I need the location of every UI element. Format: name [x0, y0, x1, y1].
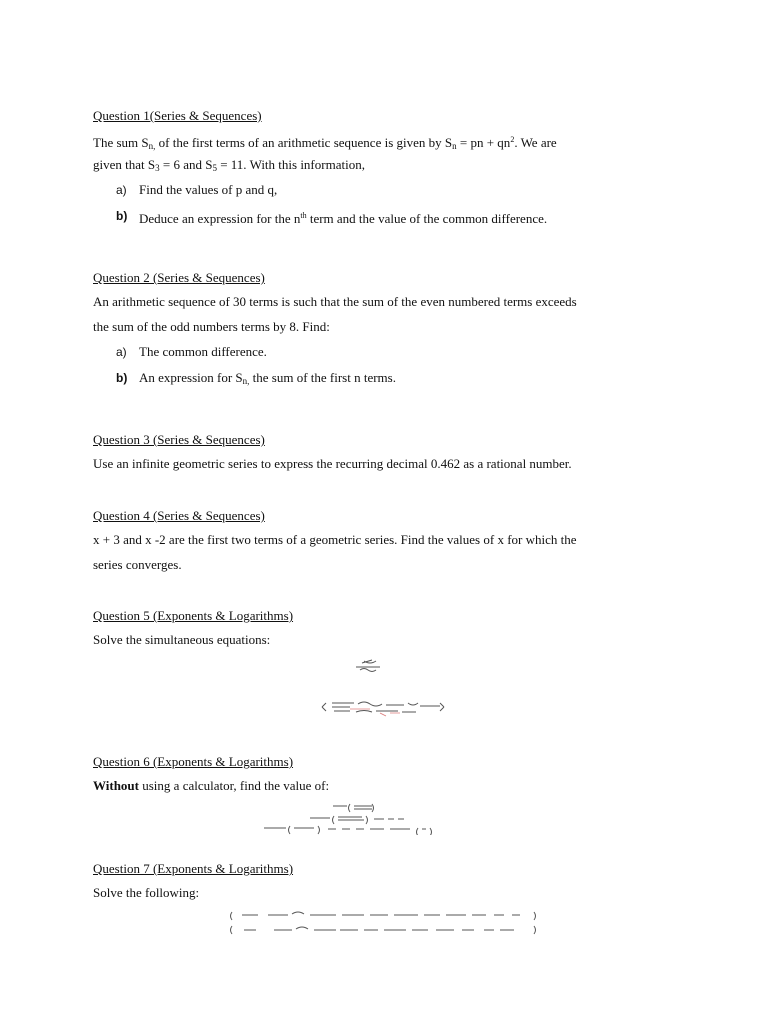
question-2-title: Question 2 (Series & Sequences): [93, 270, 265, 285]
question-4-title: Question 4 (Series & Sequences): [93, 508, 265, 523]
part-a-label: a): [116, 345, 127, 359]
question-6-line-1: Without using a calculator, find the value of:: [93, 778, 330, 793]
question-1-title: Question 1(Series & Sequences): [93, 108, 262, 123]
part-a-label: a): [116, 183, 127, 197]
equation-image-question-5: [320, 655, 450, 720]
question-7: [93, 858, 683, 905]
question-2-line-2: the sum of the odd numbers terms by 8. Find:: [93, 319, 330, 334]
question-5: [93, 605, 683, 652]
question-2-part-a: a) The common difference.: [93, 339, 683, 365]
question-5-line-1: Solve the simultaneous equations:: [93, 632, 271, 647]
question-1-part-a: a) Find the values of p and q,: [93, 177, 683, 203]
question-4: [93, 505, 683, 577]
question-1-line-2: given that $S_3 = 6$ and $S_5 = 11$. With this information,: [93, 157, 365, 173]
question-7-title: Question 7 (Exponents & Logarithms): [93, 861, 294, 876]
question-2-part-b: b) An expression for $S_{n,}$ the sum of the first n terms.: [93, 365, 683, 391]
equation-image-question-7: [228, 906, 538, 936]
part-b-label: b): [116, 371, 128, 385]
question-1: [93, 105, 683, 229]
question-3-line-1: Use an infinite geometric series to express the recurring decimal 0.462 as a rational number.: [93, 456, 572, 471]
question-7-line-1: Solve the following:: [93, 885, 200, 900]
question-2-line-1: An arithmetic sequence of 30 terms is such that the sum of the even numbered terms exceeds: [93, 294, 577, 309]
question-3: [93, 429, 683, 476]
question-1-line-1: The sum $S_{n,}$ of the first terms of an arithmetic sequence is given by $S_n$ = pn + $qn^2$. We are: [93, 135, 557, 151]
part-b-label: b): [116, 209, 128, 223]
question-1-part-b: b) Deduce an expression for the $n^{th}$ term and the value of the common difference.: [93, 203, 683, 229]
question-5-title: Question 5 (Exponents & Logarithms): [93, 608, 294, 623]
without-bold: Without: [93, 778, 139, 793]
question-6: [93, 751, 683, 798]
question-6-title: Question 6 (Exponents & Logarithms): [93, 754, 294, 769]
question-4-line-2: series converges.: [93, 557, 182, 572]
question-4-line-1: x + 3 and x -2 are the first two terms of a geometric series. Find the values of x for which the: [93, 532, 577, 547]
equation-image-question-6: [258, 800, 513, 835]
question-3-title: Question 3 (Series & Sequences): [93, 432, 265, 447]
question-2: [93, 267, 683, 391]
